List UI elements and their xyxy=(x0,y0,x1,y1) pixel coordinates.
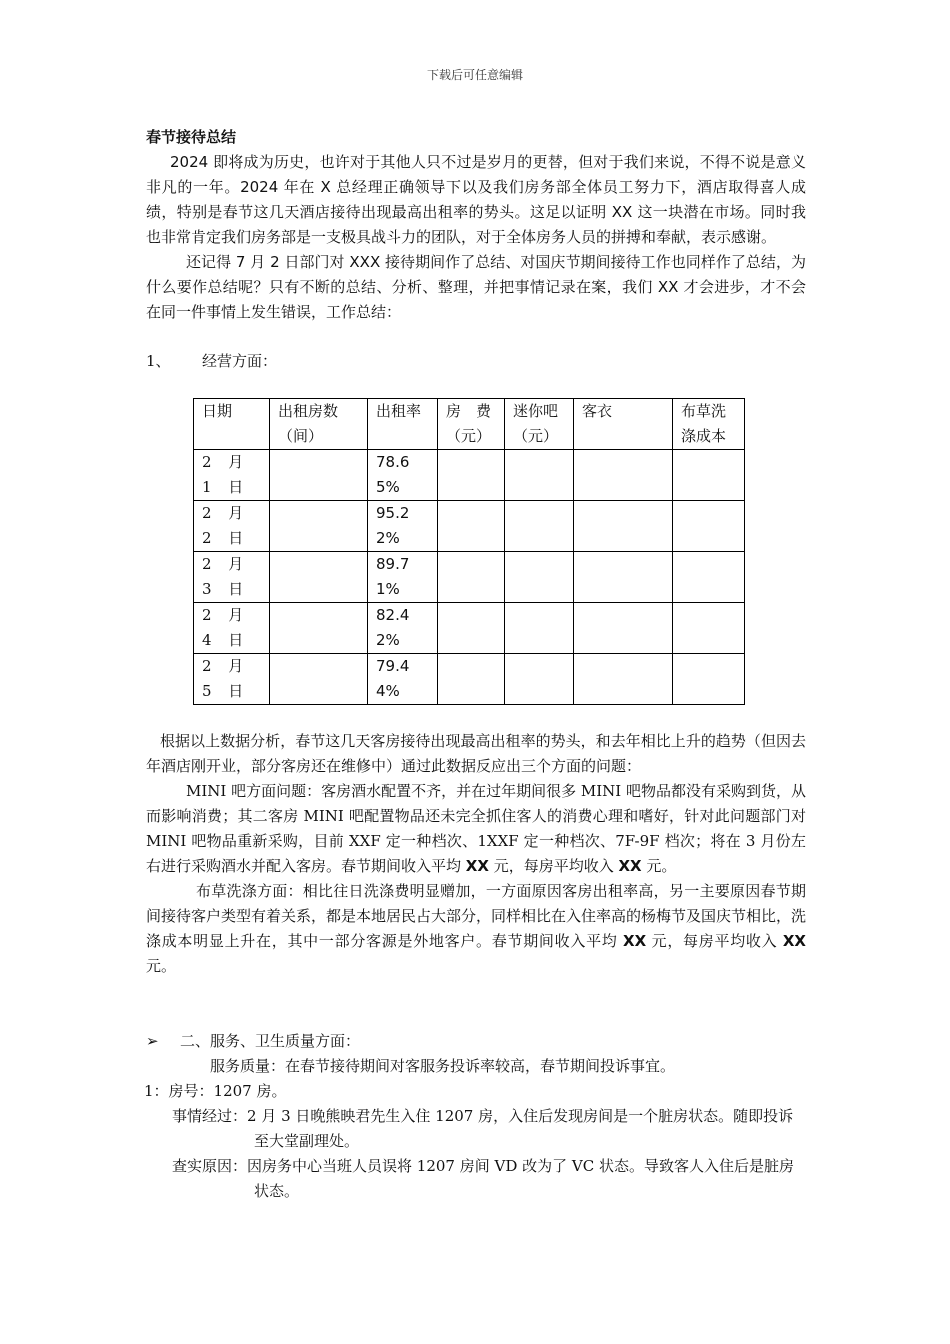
linen-text-e: 元。 xyxy=(146,957,177,975)
cell-linen xyxy=(673,450,745,501)
cell-rate: 89.71% xyxy=(368,552,438,603)
cell-minibar xyxy=(505,450,574,501)
section-1-label: 经营方面： xyxy=(202,352,278,370)
cell-fee xyxy=(438,552,505,603)
intro-paragraph-1: 2024 即将成为历史，也许对于其他人只不过是岁月的更替，但对于我们来说，不得不说是意义非凡的一年。2024 年在 X 总经理正确领导下以及我们房务部全体员工努力下，酒店取得喜人成绩，特别是春节这几天酒店接待出现最高出租率的势头。这足以证明 XX 这一块潜在市场。同时我也非常肯定我们房务部是一支极具战斗力的团队，对于全体房务人员的拼搏和奉献，表示感谢。 xyxy=(146,153,806,246)
analysis-section xyxy=(146,729,806,979)
cell-minibar xyxy=(505,603,574,654)
table-row xyxy=(194,603,745,654)
cell-rate: 79.44% xyxy=(368,654,438,705)
table-row xyxy=(194,552,745,603)
header-rooms: 出租房数（间） xyxy=(270,399,368,450)
cell-minibar xyxy=(505,552,574,603)
cell-linen xyxy=(673,654,745,705)
incident-cause xyxy=(146,1154,806,1204)
section-2-heading xyxy=(146,1029,806,1054)
cell-date: 2 月 2 日 xyxy=(194,501,270,552)
cell-date: 2 月 3 日 xyxy=(194,552,270,603)
cell-minibar xyxy=(505,654,574,705)
cell-laundry xyxy=(574,603,673,654)
header-date: 日期 xyxy=(194,399,270,450)
cell-fee xyxy=(438,654,505,705)
event-label: 事情经过： xyxy=(172,1107,248,1125)
section-1-heading xyxy=(146,349,277,374)
cell-linen xyxy=(673,501,745,552)
minibar-text-e: 元。 xyxy=(641,857,677,875)
minibar-text-c: 元，每房平均收入 xyxy=(488,857,619,875)
linen-text-c: 元，每房平均收入 xyxy=(646,932,783,950)
cell-fee xyxy=(438,501,505,552)
service-quality: 服务质量：在春节接待期间对客服务投诉率较高，春节期间投诉事宜。 xyxy=(210,1057,676,1075)
cause-label: 查实原因： xyxy=(172,1157,248,1175)
analysis-paragraph-1: 根据以上数据分析，春节这几天客房接待出现最高出租率的势头，和去年相比上升的趋势（但因去年酒店刚开业，部分客房还在维修中）通过此数据反应出三个方面的问题： xyxy=(146,732,806,775)
cell-rooms xyxy=(270,603,368,654)
minibar-avg-per-room: XX xyxy=(618,857,642,875)
cell-linen xyxy=(673,552,745,603)
intro-paragraph-2: 还记得 7 月 2 日部门对 XXX 接待期间作了总结、对国庆节期间接待工作也同样作了总结，为什么要作总结呢？只有不断的总结、分析、整理，并把事情记录在案，我们 XX 才会进步，才不会在同一件事情上发生错误，工作总结： xyxy=(146,253,806,321)
cell-fee xyxy=(438,450,505,501)
table-row xyxy=(194,654,745,705)
cell-rate: 95.22% xyxy=(368,501,438,552)
cell-laundry xyxy=(574,501,673,552)
header-rate: 出租率 xyxy=(368,399,438,450)
header-room-fee: 房 费（元） xyxy=(438,399,505,450)
cell-date: 2 月 5 日 xyxy=(194,654,270,705)
cell-laundry xyxy=(574,552,673,603)
page-header: 下载后可任意编辑 xyxy=(426,68,523,82)
header-guest-laundry: 客衣 xyxy=(574,399,673,450)
table-header-row xyxy=(194,399,745,450)
arrow-bullet-icon: ➢ xyxy=(146,1032,159,1050)
cell-rooms xyxy=(270,552,368,603)
cause-text: 因房务中心当班人员误将 1207 房间 VD 改为了 VC 状态。导致客人入住后是脏房状态。 xyxy=(247,1157,794,1200)
linen-avg-per-room: XX xyxy=(782,932,806,950)
linen-avg-income: XX xyxy=(623,932,647,950)
cell-date: 2 月 1 日 xyxy=(194,450,270,501)
minibar-avg-income: XX xyxy=(465,857,489,875)
table-row xyxy=(194,450,745,501)
table-row xyxy=(194,501,745,552)
cell-rooms xyxy=(270,654,368,705)
header-minibar: 迷你吧（元） xyxy=(505,399,574,450)
header-linen-cost: 布草洗涤成本 xyxy=(673,399,745,450)
cell-rooms xyxy=(270,450,368,501)
cell-linen xyxy=(673,603,745,654)
cell-rate: 78.65% xyxy=(368,450,438,501)
intro-section xyxy=(146,150,806,325)
minibar-paragraph xyxy=(146,779,806,879)
cell-date: 2 月 4 日 xyxy=(194,603,270,654)
cell-rooms xyxy=(270,501,368,552)
occupancy-table xyxy=(193,398,745,705)
cell-laundry xyxy=(574,450,673,501)
document-title: 春节接待总结 xyxy=(146,128,237,146)
cell-rate: 82.42% xyxy=(368,603,438,654)
section-2 xyxy=(146,1029,806,1204)
cell-laundry xyxy=(574,654,673,705)
event-text: 2 月 3 日晚熊映君先生入住 1207 房，入住后发现房间是一个脏房状态。随即投诉至大堂副理处。 xyxy=(247,1107,794,1150)
linen-paragraph xyxy=(146,879,806,979)
linen-text-a: 布草洗涤方面：相比往日洗涤费明显赠加，一方面原因客房出租率高，另一主要原因春节期间接待客户类型有着关系，都是本地居民占大部分，同样相比在入住率高的杨梅节及国庆节相比，洗涤成本明显上升在，其中一部分客源是外地客户。春节期间收入平均 xyxy=(146,882,807,950)
incident-event xyxy=(146,1104,806,1154)
section-2-title: 二、服务、卫生质量方面： xyxy=(180,1032,361,1050)
cell-minibar xyxy=(505,501,574,552)
minibar-text-a: MINI 吧方面问题：客房酒水配置不齐，并在过年期间很多 MINI 吧物品都没有采购到货，从而影响消费；其二客房 MINI 吧配置物品还未完全抓住客人的消费心理和嗜好，针对此问题部门对 MINI 吧物品重新采购，目前 XXF 定一种档次、1XXF 定一种档次、7F-9F 档次；将在 3 月份左右进行采购酒水并配入客房。春节期间收入平均 xyxy=(146,782,806,875)
section-1-number: 1、 xyxy=(146,352,171,370)
cell-fee xyxy=(438,603,505,654)
incident-item: 1：房号：1207 房。 xyxy=(144,1082,287,1100)
